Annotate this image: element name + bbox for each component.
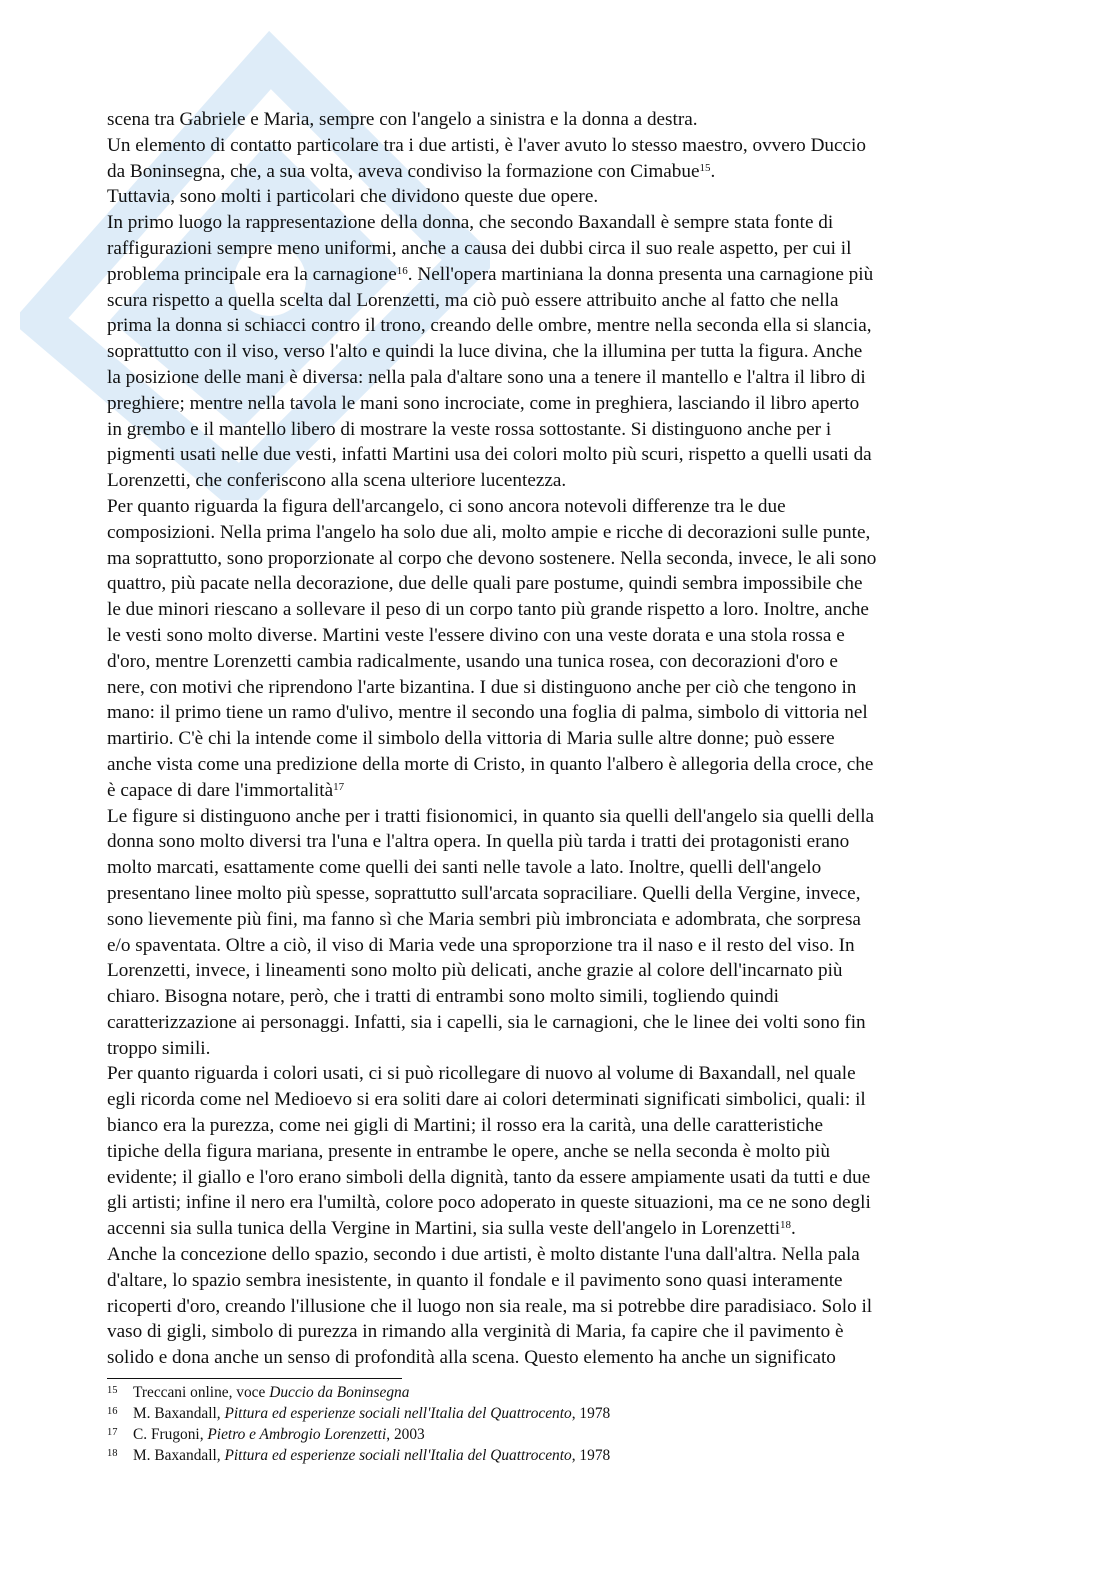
text-line-37: troppo simili. xyxy=(107,1037,211,1059)
text-line-36: caratterizzazione ai personaggi. Infatti, sia i capelli, sia le carnagioni, che le linee dei volti sono fin xyxy=(107,1011,866,1033)
text-line-20: le due minori riescano a sollevare il peso di un corpo tanto più grande rispetto a loro. Inoltre, anche xyxy=(107,599,869,621)
text-line-48: vaso di gigli, simbolo di purezza in rimando alla verginità di Maria, fa capire che il pavimento è xyxy=(107,1321,844,1343)
text-line-29: donna sono molto diversi tra l'una e l'altra opera. In quella più tarda i tratti dei protagonisti erano xyxy=(107,831,850,853)
body-text xyxy=(107,107,1007,1371)
text-line-27: è capace di dare l'immortalità$^{17}$ xyxy=(107,779,345,801)
text-line-4: Tuttavia, sono molti i particolari che dividono queste due opere. xyxy=(107,186,599,208)
text-line-21: le vesti sono molto diverse. Martini veste l'essere divino con una veste dorata e una stola rossa e xyxy=(107,624,845,646)
footnotes xyxy=(107,1380,1007,1464)
text-line-6: raffigurazioni sempre meno uniformi, anche a causa dei dubbi circa il suo reale aspetto, per cui il xyxy=(107,237,852,259)
text-line-28: Le figure si distinguono anche per i tratti fisionomici, in quanto sia quelli dell'angelo sia quelli della xyxy=(107,805,875,827)
text-line-19: quattro, più pacate nella decorazione, due delle quali pare postume, quindi sembra impossibile che xyxy=(107,573,863,595)
text-line-30: molto marcati, esattamente come quelli dei santi nelle tavole a lato. Inoltre, quelli dell'angelo xyxy=(107,857,822,879)
text-line-31: presentano linee molto più spesse, soprattutto sull'arcata sopraciliare. Quelli della Vergine, invece, xyxy=(107,882,861,904)
text-line-18: ma soprattutto, sono proporzionate al corpo che devono sostenere. Nella seconda, invece, le ali sono xyxy=(107,547,877,569)
text-line-40: bianco era la purezza, come nei gigli di Martini; il rosso era la carità, una delle caratteristiche xyxy=(107,1115,824,1137)
text-line-41: tipiche della figura mariana, presente in entrambe le opere, anche se nella seconda è molto più xyxy=(107,1140,830,1162)
text-line-16: Per quanto riguarda la figura dell'arcangelo, ci sono ancora notevoli differenze tra le due xyxy=(107,495,786,517)
footnote-number: 16 xyxy=(107,1406,118,1417)
text-line-17: composizioni. Nella prima l'angelo ha solo due ali, molto ampie e ricche di decorazioni sulle punte, xyxy=(107,521,871,543)
footnote-title: Duccio da Boninsegna xyxy=(269,1384,410,1401)
text-line-22: d'oro, mentre Lorenzetti cambia radicalmente, usando una tunica rosea, con decorazioni d'oro e xyxy=(107,650,838,672)
text-line-1: scena tra Gabriele e Maria, sempre con l'angelo a sinistra e la donna a destra. xyxy=(107,109,698,130)
text-line-35: chiaro. Bisogna notare, però, che i tratti di entrambi sono molto simili, togliendo quindi xyxy=(107,986,779,1008)
footnote-number: 17 xyxy=(107,1427,118,1438)
footnote-18: 18 M. Baxandall, Pittura ed esperienze sociali nell'Italia del Quattrocento, 1978 xyxy=(107,1443,1007,1464)
footnote-ref-16[interactable]: 16 xyxy=(396,264,408,277)
footnote-ref-17[interactable]: 17 xyxy=(333,780,345,793)
text-line-38: Per quanto riguarda i colori usati, ci si può ricollegare di nuovo al volume di Baxandall, nel quale xyxy=(107,1063,856,1085)
text-line-49: solido e dona anche un senso di profondità alla scena. Questo elemento ha anche un significato xyxy=(107,1347,836,1369)
text-line-5: In primo luogo la rappresentazione della donna, che secondo Baxandall è sempre stata fonte di xyxy=(107,212,834,234)
footnote-title: Pittura ed esperienze sociali nell'Italia del Quattrocento xyxy=(224,1405,572,1422)
text-line-7: problema principale era la carnagione$^{16}$. Nell'opera martiniana la donna presenta una carnagione più xyxy=(107,263,874,285)
text-line-2: Un elemento di contatto particolare tra i due artisti, è l'aver avuto lo stesso maestro, ovvero Duccio xyxy=(107,134,866,156)
text-line-39: egli ricorda come nel Medioevo si era soliti dare ai colori determinati significati simbolici, quali: il xyxy=(107,1089,866,1111)
footnote-number: 18 xyxy=(107,1448,118,1459)
text-line-26: anche vista come una predizione della morte di Cristo, in quanto l'albero è allegoria della croce, che xyxy=(107,753,874,775)
text-line-23: nere, con motivi che riprendono l'arte bizantina. I due si distinguono anche per ciò che tengono in xyxy=(107,676,857,698)
text-line-33: e/o spaventata. Oltre a ciò, il viso di Maria vede una sproporzione tra il naso e il resto del viso. In xyxy=(107,934,855,956)
text-line-12: preghiere; mentre nella tavola le mani sono incrociate, come in preghiera, lasciando il libro aperto xyxy=(107,392,860,414)
text-line-13: in grembo e il mantello libero di mostrare la veste rossa sottostante. Si distinguono anche per i xyxy=(107,418,832,440)
text-line-46: d'altare, lo spazio sembra inesistente, in quanto il fondale e il pavimento sono quasi interamente xyxy=(107,1269,843,1291)
text-line-3: da Boninsegna, che, a sua volta, aveva condiviso la formazione con Cimabue$^{15}$. xyxy=(107,160,716,182)
text-line-14: pigmenti usati nelle due vesti, infatti Martini usa dei colori molto più scuri, rispetto a quelli usati da xyxy=(107,444,872,466)
text-line-11: la posizione delle mani è diversa: nella pala d'altare sono una a tenere il mantello e l'altra il libro di xyxy=(107,366,866,388)
footnote-ref-15[interactable]: 15 xyxy=(699,161,711,174)
footnote-divider xyxy=(107,1378,402,1379)
footnote-title: Pietro e Ambrogio Lorenzetti xyxy=(207,1426,387,1443)
footnote-number: 15 xyxy=(107,1385,118,1396)
text-line-9: prima la donna si schiacci contro il trono, creando delle ombre, mentre nella seconda ella si slancia, xyxy=(107,315,872,337)
text-line-32: sono lievemente più fini, ma fanno sì che Maria sembri più imbronciata e adombrata, che sorpresa xyxy=(107,908,861,930)
text-line-45: Anche la concezione dello spazio, secondo i due artisti, è molto distante l'una dall'altra. Nella pala xyxy=(107,1244,860,1266)
text-line-47: ricoperti d'oro, creando l'illusione che il luogo non sia reale, ma si potrebbe dire paradisiaco. Solo il xyxy=(107,1295,873,1317)
text-line-43: gli artisti; infine il nero era l'umiltà, colore poco adoperato in queste situazioni, ma ce ne sono degli xyxy=(107,1192,871,1214)
text-line-8: scura rispetto a quella scelta dal Lorenzetti, ma ciò può essere attribuito anche al fatto che nella xyxy=(107,289,839,311)
footnote-ref-18[interactable]: 18 xyxy=(780,1219,792,1232)
footnote-title: Pittura ed esperienze sociali nell'Italia del Quattrocento xyxy=(224,1447,572,1464)
text-line-25: martirio. C'è chi la intende come il simbolo della vittoria di Maria sulle altre donne; può essere xyxy=(107,728,835,750)
text-line-42: evidente; il giallo e l'oro erano simboli della dignità, tanto da essere ampiamente usati da tutti e due xyxy=(107,1166,871,1188)
text-line-44: accenni sia sulla tunica della Vergine in Martini, sia sulla veste dell'angelo in Lorenzetti$^{18}$. xyxy=(107,1218,796,1240)
text-line-15: Lorenzetti, che conferiscono alla scena ulteriore lucentezza. xyxy=(107,470,567,492)
footnote-17: 17 C. Frugoni, Pietro e Ambrogio Lorenzetti, 2003 xyxy=(107,1422,1007,1443)
footnote-16: 16 M. Baxandall, Pittura ed esperienze sociali nell'Italia del Quattrocento, 1978 xyxy=(107,1401,1007,1422)
footnote-15: 15 Treccani online, voce Duccio da Boninsegna xyxy=(107,1380,1007,1401)
text-line-34: Lorenzetti, invece, i lineamenti sono molto più delicati, anche grazie al colore dell'incarnato più xyxy=(107,960,843,982)
text-line-10: soprattutto con il viso, verso l'alto e quindi la luce divina, che la illumina per tutta la figura. Anche xyxy=(107,341,863,363)
text-line-24: mano: il primo tiene un ramo d'ulivo, mentre il secondo una foglia di palma, simbolo di vittoria nel xyxy=(107,702,868,724)
